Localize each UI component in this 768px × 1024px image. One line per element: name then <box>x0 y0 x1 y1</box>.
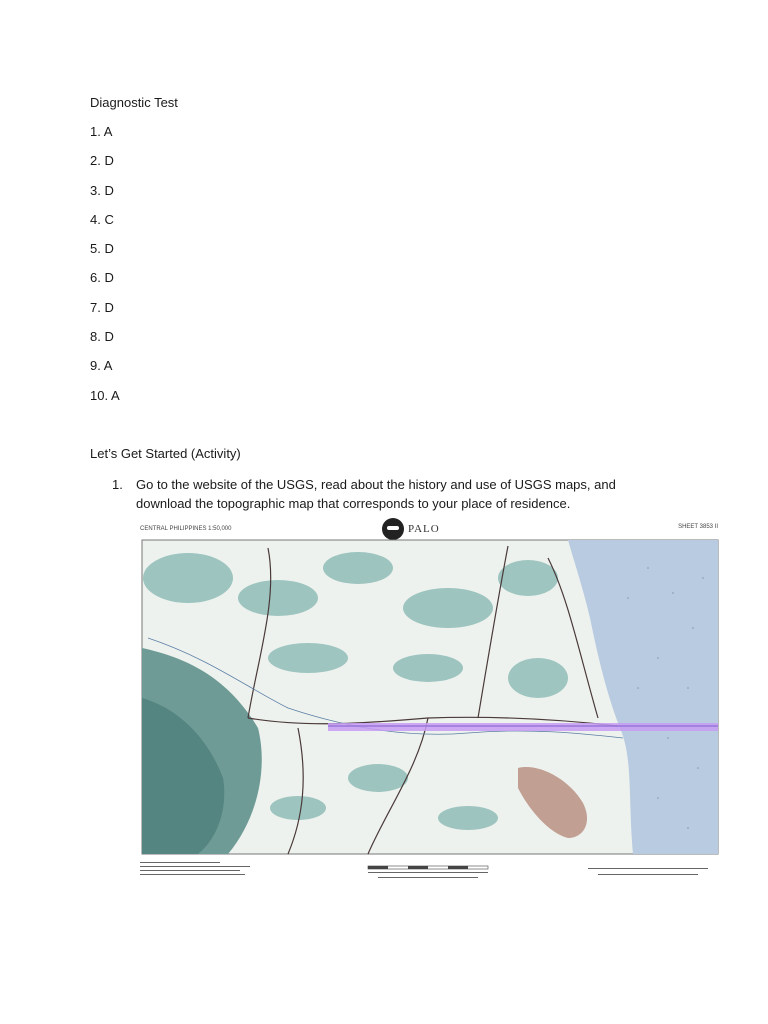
answer-list <box>90 123 120 416</box>
answer-item: 8. D <box>90 329 114 345</box>
answer-item: 2. D <box>90 153 114 169</box>
answer-item: 9. A <box>90 358 113 374</box>
map-title-block <box>382 518 440 540</box>
map-scale-bar <box>368 866 488 878</box>
answer-item: 1. A <box>90 124 113 139</box>
step-text: Go to the website of the USGS, read about the history and use of USGS maps, and download the topographic map that corresponds to your place of residence. <box>136 477 616 511</box>
diagnostic-test-heading: Diagnostic Test <box>90 95 178 110</box>
map-title: PALO <box>408 523 440 535</box>
answer-item: 6. D <box>90 270 114 286</box>
agency-seal-icon <box>382 518 404 540</box>
map-footer <box>128 856 728 886</box>
scan-artifact-line <box>328 725 718 727</box>
answer-item: 5. D <box>90 241 114 257</box>
answer-item: 7. D <box>90 299 114 315</box>
answer-item: 10. A <box>90 387 120 403</box>
step-number: 1. <box>112 477 123 492</box>
map-sheet-label: SHEET 3853 II <box>678 524 718 530</box>
map-graphic <box>128 538 728 858</box>
answer-item: 4. C <box>90 211 114 227</box>
answer-item: 3. D <box>90 182 114 198</box>
activity-title: Let’s Get Started (Activity) <box>90 446 241 461</box>
topographic-map-image <box>128 518 728 888</box>
map-series-label: CENTRAL PHILIPPINES 1:50,000 <box>140 526 232 532</box>
